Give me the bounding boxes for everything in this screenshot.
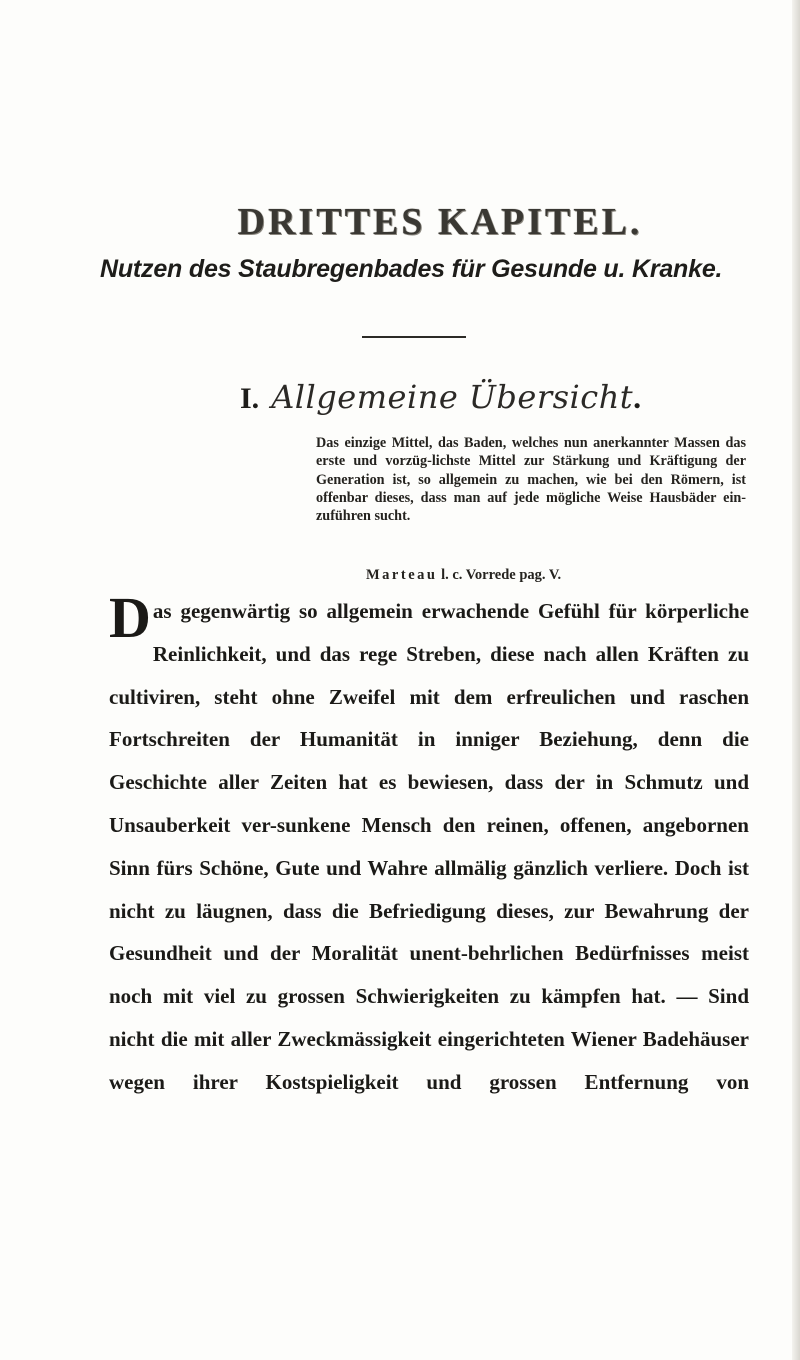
page-edge [792,0,800,1360]
epigraph-reference: l. c. Vorrede pag. V. [441,567,562,583]
section-title: Allgemeine Übersicht [271,378,634,416]
section-end-mark: . [633,379,642,415]
body-paragraph: as gegenwärtig so allgemein erwachende Gefühl für körperliche Reinlichkeit, und das rege Streben, diese nach allen Kräften zu cultiviren, steht ohne Zweifel mit dem erfreulichen und raschen Fortschreiten der Humanität in inniger Beziehung, denn die Geschichte aller Zeiten hat es bewiesen, dass der in Schmutz und Unsauberkeit ver-sunkene Mensch den reinen, offenen, angebornen Sinn fürs Schöne, Gute und Wahre allmälig gänzlich verliere. Doch ist nicht zu läugnen, dass die Befriedigung dieses, zur Bewahrung der Gesundheit und der Moralität unent-behrlichen Bedürfnisses meist noch mit viel zu grossen Schwierigkeiten zu kämpfen hat. — Sind nicht die mit aller Zweckmässigkeit eingerichteten Wiener Badehäuser wegen ihrer Kostspieligkeit und grossen Entfernung von [109,599,749,1094]
chapter-heading-ornament: DRITTES KAPITEL. [237,201,643,243]
section-number: I. [240,382,260,415]
section-heading [240,378,710,428]
epigraph-source [366,567,756,584]
title-rule [362,336,466,338]
chapter-title: Nutzen des Staubregenbades für Gesunde u. Kranke. [100,255,723,283]
epigraph: Das einzige Mittel, das Baden, welches nun anerkannter Massen das erste und vorzüg-lichste Mittel zur Stärkung und Kräftigung der Generation ist, so allgemein zu machen, wie bei den Römern, ist offenbar dieses, dass man auf jede mögliche Weise Hausbäder ein-zuführen sucht. [316,435,746,525]
body-text [109,585,749,1104]
drop-cap: D [109,585,151,650]
epigraph-author: Marteau [366,567,438,583]
